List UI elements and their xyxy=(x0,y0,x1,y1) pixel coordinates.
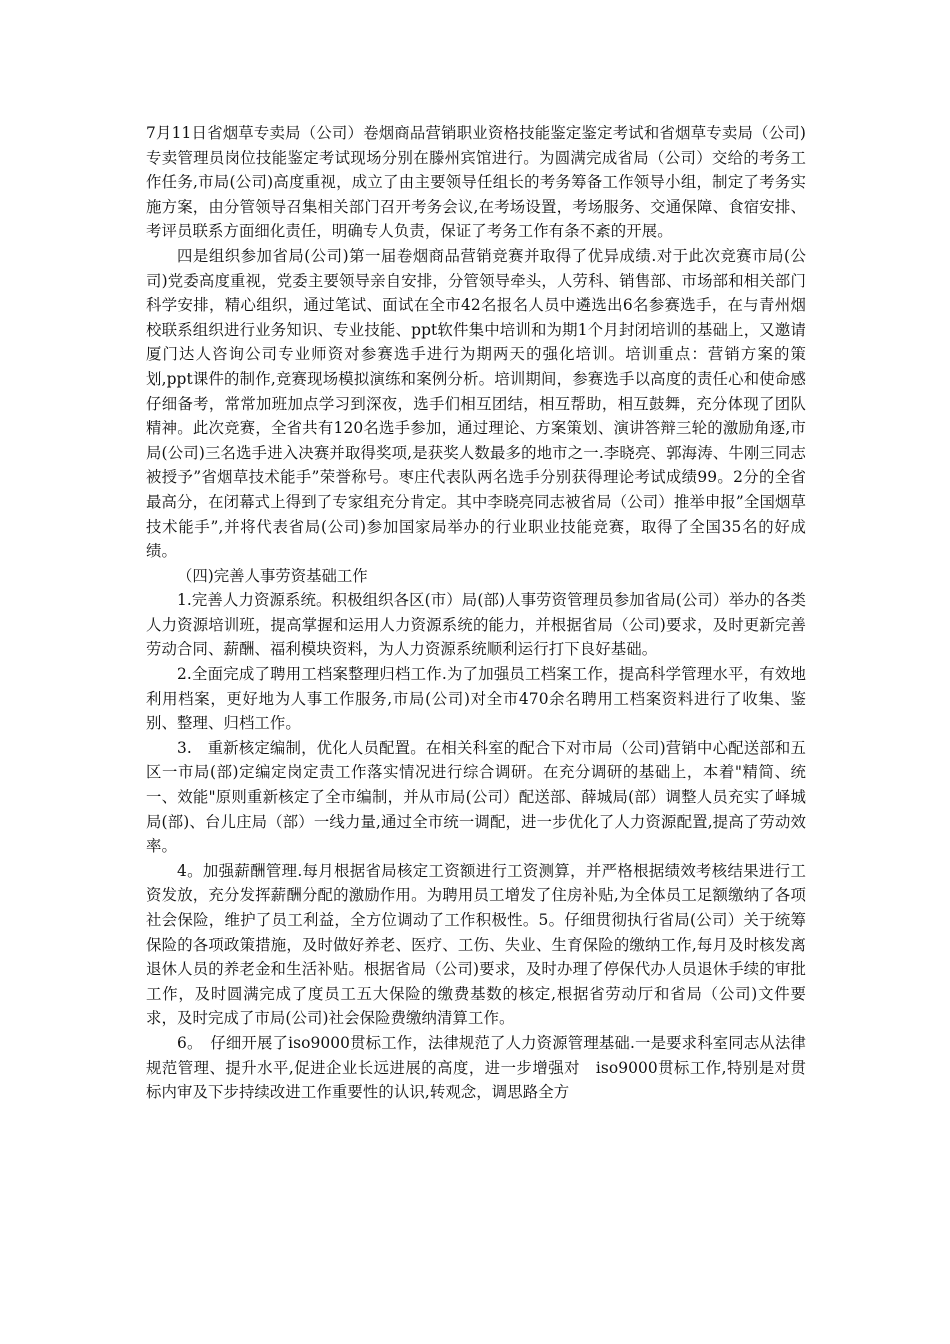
paragraph-marketing-competition: 四是组织参加省局(公司)第一届卷烟商品营销竞赛并取得了优异成绩.对于此次竞赛市局(公司)党委高度重视，党委主要领导亲自安排，分管领导牵头，人劳科、销售部、市场部和相关部门科学安排，精心组织，通过笔试、面试在全市42名报名人员中遴选出6名参赛选手，在与青州烟校联系组织进行业务知识、专业技能、ppt软件集中培训和为期1个月封闭培训的基础上，又邀请厦门达人咨询公司专业师资对参赛选手进行为期两天的强化培训。培训重点：营销方案的策划,ppt课件的制作,竞赛现场模拟演练和案例分析。培训期间，参赛选手以高度的责任心和使命感仔细备考，常常加班加点学习到深夜，选手们相互团结，相互帮助，相互鼓舞，充分体现了团队精神。此次竞赛，全省共有120名选手参加，通过理论、方案策划、演讲答辩三轮的激励角逐,市局(公司)三名选手进入决赛并取得奖项,是获奖人数最多的地市之一.李晓亮、郭海涛、牛刚三同志被授予”省烟草技术能手”荣誉称号。枣庄代表队两名选手分别获得理论考试成绩99。2分的全省最高分，在闭幕式上得到了专家组充分肯定。其中李晓亮同志被省局（公司）推举申报”全国烟草技术能手”,并将代表省局(公司)参加国家局举办的行业职业技能竞赛，取得了全国35名的好成绩。 xyxy=(146,246,806,561)
paragraph-exam-affairs: 7月11日省烟草专卖局（公司）卷烟商品营销职业资格技能鉴定鉴定考试和省烟草专卖局（公司)专卖管理员岗位技能鉴定考试现场分别在滕州宾馆进行。为圆满完成省局（公司）交给的考务工作任务,市局(公司)高度重视，成立了由主要领导任组长的考务筹备工作领导小组，制定了考务实施方案，由分管领导召集相关部门召开考务会议,在考场设置，考场服务、交通保障、食宿安排、考评员联系方面细化责任，明确专人负责，保证了考务工作有条不紊的开展。 xyxy=(146,124,806,241)
list-item-payroll-insurance: 4。加强薪酬管理.每月根据省局核定工资额进行工资测算，并严格根据绩效考核结果进行工资发放，充分发挥薪酬分配的激励作用。为聘用员工增发了住房补贴,为全体员工足额缴纳了各项社会保险，维护了员工利益，全方位调动了工作积极性。5。仔细贯彻执行省局(公司）关于统筹保险的各项政策措施，及时做好养老、医疗、工伤、失业、生育保险的缴纳工作,每月及时核发离退休人员的养老金和生活补贴。根据省局（公司)要求，及时办理了停保代办人员退休手续的审批工作，及时圆满完成了度员工五大保险的缴费基数的核定,根据省劳动厅和省局（公司)文件要求，及时完成了市局(公司)社会保险费缴纳清算工作。 xyxy=(146,861,806,1028)
list-item-staffing: 3. 重新核定编制，优化人员配置。在相关科室的配合下对市局（公司)营销中心配送部和五区一市局(部)定编定岗定责工作落实情况进行综合调研。在充分调研的基础上，本着"精简、统一、效能"原则重新核定了全市编制，并从市局(公司）配送部、薛城局(部）调整人员充实了峄城局(部)、台儿庄局（部）一线力量,通过全市统一调配，进一步优化了人力资源配置,提高了劳动效率。 xyxy=(146,738,806,856)
section-heading: （四)完善人事劳资基础工作 xyxy=(177,566,368,585)
document-body xyxy=(146,121,806,1105)
list-item-archives: 2.全面完成了聘用工档案整理归档工作.为了加强员工档案工作，提高科学管理水平，有效地利用档案，更好地为人事工作服务,市局(公司)对全市470余名聘用工档案资料进行了收集、鉴别、整理、归档工作。 xyxy=(146,665,806,733)
list-item-iso9000: 6。 仔细开展了iso9000贯标工作，法律规范了人力资源管理基础.一是要求科室同志从法律规范管理、提升水平,促进企业长远进展的高度，进一步增强对 iso9000贯标工作,特别是对贯标内审及下步持续改进工作重要性的认识,转观念，调思路全方 xyxy=(146,1033,806,1102)
list-item-hr-system: 1.完善人力资源系统。积极组织各区(市）局(部)人事劳资管理员参加省局(公司）举办的各类人力资源培训班，提高掌握和运用人力资源系统的能力，并根据省局（公司)要求，及时更新完善劳动合同、薪酬、福利模块资料，为人力资源系统顺利运行打下良好基础。 xyxy=(146,591,806,659)
